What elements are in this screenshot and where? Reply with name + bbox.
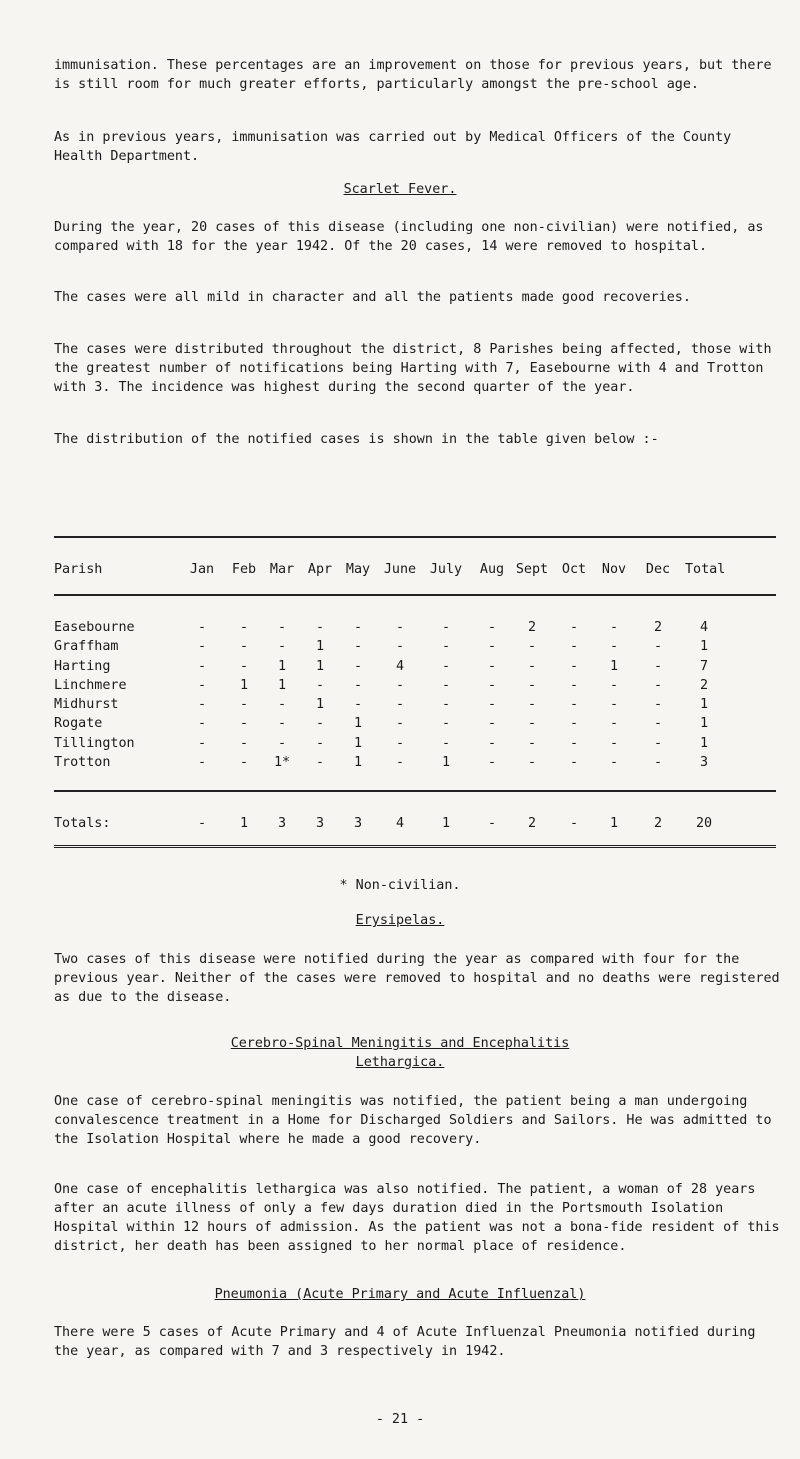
table-row-cell: - [569, 697, 579, 713]
table-totals-cell: - [197, 816, 207, 831]
table-row-cell: - [395, 735, 405, 751]
table-row-cell: - [239, 755, 249, 771]
table-row-cell: - [487, 755, 497, 771]
table-row-cell: - [277, 735, 287, 751]
scarlet-fever-paragraph-2: The cases were all mild in character and all the patients made good recoveries. [54, 290, 691, 305]
table-row-cell: 1 [277, 677, 287, 693]
table-row-label: Tillington [54, 735, 135, 751]
table-header-cell: Nov [601, 562, 627, 577]
table-row-label: Trotton [54, 755, 111, 771]
table-totals-label: Totals: [54, 816, 111, 831]
table-row-cell: - [487, 620, 497, 635]
table-row-cell: - [277, 716, 287, 732]
table-row-cell: - [239, 716, 249, 732]
table-header-cell: Dec [645, 562, 671, 577]
table-row-cell: 1 [441, 755, 451, 771]
table-row-cell: - [395, 677, 405, 693]
table-row [54, 657, 776, 676]
table-row-cell: 1 [699, 735, 709, 751]
table-row-cell: - [239, 735, 249, 751]
table-row-cell: - [395, 639, 405, 655]
table-row-cell: - [653, 677, 663, 693]
table-header-cell: Aug [479, 562, 505, 577]
table-row-cell: - [395, 620, 405, 635]
table-header-cell: Feb [231, 562, 257, 577]
table-totals-cell: 20 [695, 816, 713, 831]
table-row-cell: 1 [699, 697, 709, 713]
table-row-cell: - [239, 658, 249, 674]
table-row-cell: - [569, 620, 579, 635]
table-row-cell: - [197, 658, 207, 674]
table-row-cell: - [609, 677, 619, 693]
table-row [54, 637, 776, 656]
table-row-cell: - [197, 755, 207, 771]
table-row-label: Rogate [54, 716, 103, 732]
table-row-cell: - [315, 716, 325, 732]
intro-paragraph-2: As in previous years, immunisation was carried out by Medical Officers of the County Health Department. [54, 130, 740, 164]
table-row-cell: - [569, 639, 579, 655]
table-header-cell: Mar [269, 562, 295, 577]
table-row-cell: - [353, 620, 363, 635]
table-header-cell: Apr [307, 562, 333, 577]
table-row-cell: 1 [239, 677, 249, 693]
table-row-cell: - [353, 677, 363, 693]
table-row-cell: - [239, 697, 249, 713]
table-row-cell: - [569, 716, 579, 732]
table-row-label: Linchmere [54, 677, 127, 693]
table-row-cell: 2 [527, 620, 537, 635]
table-header-row [54, 560, 776, 579]
table-row-label: Graffham [54, 639, 119, 655]
table-row-cell: - [315, 735, 325, 751]
table-row-cell: - [441, 716, 451, 732]
table-row-cell: - [441, 658, 451, 674]
table-row-cell: - [441, 735, 451, 751]
erysipelas-paragraph: Two cases of this disease were notified during the year as compared with four for the previous year. Neither of the cases were removed to hospital and no deaths were registered as due to the disease. [54, 952, 788, 1005]
table-row-cell: - [441, 677, 451, 693]
table-totals [54, 814, 776, 833]
table-totals-cell: - [569, 816, 579, 831]
table-row [54, 695, 776, 714]
table-body [54, 618, 776, 772]
table-row-cell: - [527, 716, 537, 732]
table-row [54, 753, 776, 772]
table-row-cell: - [197, 677, 207, 693]
table-row-cell: 1 [353, 755, 363, 771]
scarlet-fever-paragraph-4: The distribution of the notified cases is shown in the table given below :- [54, 432, 659, 447]
table-row-cell: 1 [353, 735, 363, 751]
pneumonia-heading: Pneumonia (Acute Primary and Acute Influenzal) [214, 1287, 586, 1302]
table-row-cell: - [487, 735, 497, 751]
table-row-cell: 1 [353, 716, 363, 732]
table-row-cell: - [527, 735, 537, 751]
table-row-cell: 4 [395, 658, 405, 674]
table-row-label: Midhurst [54, 697, 119, 713]
table-row-cell: - [527, 639, 537, 655]
table-row-cell: - [277, 639, 287, 655]
table-totals-cell: 3 [277, 816, 287, 831]
table-row-cell: 4 [699, 620, 709, 635]
table-row-cell: - [315, 755, 325, 771]
table-row-cell: - [197, 735, 207, 751]
table-totals-cell: 4 [395, 816, 405, 831]
table-row-cell: - [239, 620, 249, 635]
table-totals-cell: 2 [527, 816, 537, 831]
table-header-cell: Oct [561, 562, 587, 577]
table-totals-cell: 3 [353, 816, 363, 831]
meningitis-paragraph-2: One case of encephalitis lethargica was also notified. The patient, a woman of 28 years after an acute illness of only a few days duration died in the Portsmouth Isolation Hospital within 12 hours of admission. As the patient was not a bona-fide resident of this district, her death has been assigned to her normal place of residence. [54, 1182, 788, 1254]
table-row-cell: - [609, 620, 619, 635]
table-row-cell: - [487, 658, 497, 674]
table-row-cell: - [487, 639, 497, 655]
table-row-cell: 7 [699, 658, 709, 674]
meningitis-heading-line-1: Cerebro-Spinal Meningitis and Encephalitis [230, 1036, 570, 1051]
table-row-cell: - [395, 716, 405, 732]
table-row-cell: - [197, 620, 207, 635]
table-header-cell: Sept [515, 562, 549, 577]
table-row-cell: 3 [699, 755, 709, 771]
table-row-cell: - [653, 697, 663, 713]
table-row-cell: - [441, 639, 451, 655]
table-row-cell: - [353, 639, 363, 655]
table-header-cell: May [345, 562, 371, 577]
meningitis-heading-line-2: Lethargica. [355, 1055, 445, 1070]
table-row-cell: - [395, 755, 405, 771]
scarlet-fever-heading: Scarlet Fever. [343, 182, 457, 197]
table-row-cell: - [277, 697, 287, 713]
scarlet-fever-paragraph-1: During the year, 20 cases of this disease (including one non-civilian) were notified, as compared with 18 for the year 1942. Of the 20 cases, 14 were removed to hospital. [54, 220, 772, 254]
table-header-cell: June [383, 562, 417, 577]
table-row-cell: - [197, 697, 207, 713]
table-row-cell: - [653, 755, 663, 771]
table-row-cell: - [653, 716, 663, 732]
table-row [54, 676, 776, 695]
table-row-cell: - [569, 735, 579, 751]
erysipelas-heading: Erysipelas. [355, 913, 445, 928]
table-row-cell: - [487, 716, 497, 732]
table-row-cell: - [653, 658, 663, 674]
table-row-cell: - [653, 639, 663, 655]
intro-paragraph-1: immunisation. These percentages are an improvement on those for previous years, but there is still room for much greater efforts, particularly amongst the pre-school age. [54, 58, 780, 92]
table-row-cell: - [569, 755, 579, 771]
table-row-cell: - [609, 735, 619, 751]
table-totals-cell: 1 [239, 816, 249, 831]
table-row-cell: 1* [273, 755, 291, 771]
table-row-cell: - [315, 620, 325, 635]
table-row-cell: - [609, 755, 619, 771]
table-totals-cell: 1 [609, 816, 619, 831]
table-row-cell: - [569, 658, 579, 674]
table-row-cell: - [609, 697, 619, 713]
table-header-label: Parish [54, 562, 103, 577]
table-row-cell: 1 [699, 716, 709, 732]
table-row-cell: - [527, 677, 537, 693]
table-row-cell: - [609, 639, 619, 655]
table-row-label: Harting [54, 658, 111, 674]
table-row-cell: - [395, 697, 405, 713]
table-row-cell: 2 [699, 677, 709, 693]
distribution-table [54, 560, 776, 579]
table-totals-cell: 3 [315, 816, 325, 831]
table-row [54, 618, 776, 637]
table-body-rule [54, 790, 776, 792]
table-row-cell: 2 [653, 620, 663, 635]
pneumonia-paragraph: There were 5 cases of Acute Primary and 4 of Acute Influenzal Pneumonia notified during the year, as compared with 7 and 3 respectively in 1942. [54, 1325, 764, 1359]
table-row-cell: - [527, 697, 537, 713]
table-row [54, 734, 776, 753]
table-row-cell: - [315, 677, 325, 693]
table-row-cell: - [487, 697, 497, 713]
table-row-cell: 1 [277, 658, 287, 674]
table-header-cell: July [429, 562, 463, 577]
table-row-cell: - [353, 658, 363, 674]
table-footnote: * Non-civilian. [339, 878, 461, 893]
table-row-cell: 1 [699, 639, 709, 655]
scarlet-fever-paragraph-3: The cases were distributed throughout the district, 8 Parishes being affected, those with the greatest number of notifications being Harting with 7, Easebourne with 4 and Trotton with 3. The incidence was highest during the second quarter of the year. [54, 342, 780, 395]
table-row-cell: - [527, 755, 537, 771]
table-totals-cell: 2 [653, 816, 663, 831]
table-row-cell: - [653, 735, 663, 751]
table-row-cell: - [197, 639, 207, 655]
table-header-cell: Total [685, 562, 726, 577]
table-row-cell: - [197, 716, 207, 732]
table-row-cell: 1 [315, 697, 325, 713]
table-row-cell: 1 [609, 658, 619, 674]
table-row-cell: - [441, 697, 451, 713]
table-totals-cell: 1 [441, 816, 451, 831]
table-row-cell: - [239, 639, 249, 655]
table-bottom-rule [54, 845, 776, 848]
table-header-cell: Jan [189, 562, 215, 577]
table-row-cell: - [527, 658, 537, 674]
table-row-cell: 1 [315, 639, 325, 655]
table-row-cell: - [609, 716, 619, 732]
table-row-cell: - [569, 677, 579, 693]
table-totals-row [54, 814, 776, 833]
table-row-label: Easebourne [54, 620, 135, 635]
table-row-cell: - [353, 697, 363, 713]
table-header-rule [54, 594, 776, 596]
page-number: - 21 - [375, 1412, 425, 1427]
table-row-cell: - [441, 620, 451, 635]
table-row-cell: - [487, 677, 497, 693]
table-row-cell: - [277, 620, 287, 635]
table-row-cell: 1 [315, 658, 325, 674]
table-top-rule [54, 536, 776, 538]
meningitis-paragraph-1: One case of cerebro-spinal meningitis was notified, the patient being a man undergoing convalescence treatment in a Home for Discharged Soldiers and Sailors. He was admitted to the Isolation Hospital where he made a good recovery. [54, 1094, 780, 1147]
table-totals-cell: - [487, 816, 497, 831]
table-row [54, 714, 776, 733]
